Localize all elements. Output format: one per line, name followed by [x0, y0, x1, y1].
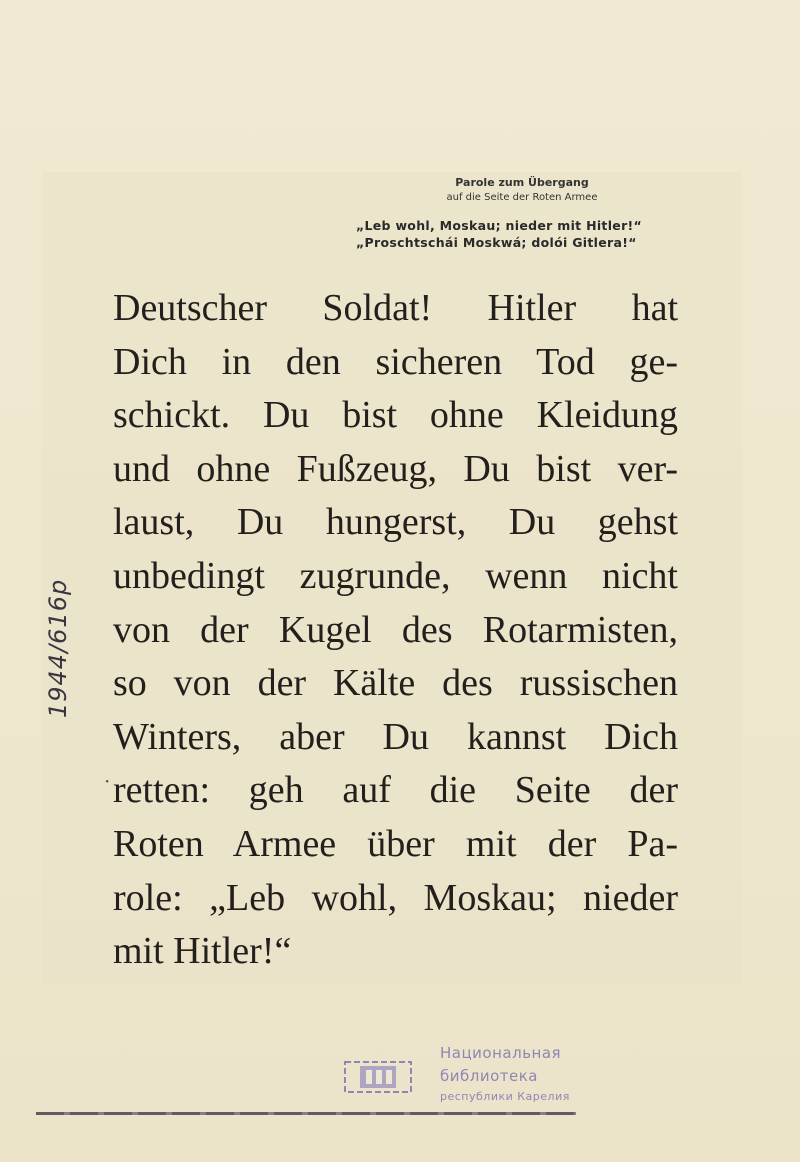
body-line: Winters, aber Du kannst Dich — [113, 715, 678, 758]
library-stamp — [342, 1044, 582, 1106]
handwritten-archive-number — [8, 578, 72, 718]
body-line: laust, Du hungerst, Du gehst — [113, 501, 678, 544]
parole-title: Parole zum Übergang — [455, 176, 589, 189]
parole-german: „Leb wohl, Moskau; nieder mit Hitler!“ — [356, 218, 643, 233]
stamp-line-3: республики Карелия — [440, 1090, 570, 1103]
body-line: mit Hitler!“ — [113, 930, 292, 973]
stamp-line-2: библиотека — [440, 1067, 538, 1085]
body-line: von der Kugel des Rotarmisten, — [113, 608, 678, 651]
parole-russian-transliteration: „Proschtschái Moskwá; dolói Gitlera!“ — [356, 235, 637, 250]
body-line: und ohne Fußzeug, Du bist ver- — [113, 447, 678, 490]
bottom-rule — [36, 1112, 576, 1115]
body-line: Deutscher Soldat! Hitler hat — [113, 287, 678, 329]
stamp-line-1: Национальная — [440, 1044, 562, 1062]
leaflet-body-text — [113, 282, 678, 979]
body-line: unbedingt zugrunde, wenn nicht — [113, 554, 678, 597]
body-line: Dich in den sicheren Tod ge- — [113, 340, 678, 383]
body-line: Roten Armee über mit der Pa- — [113, 822, 678, 865]
parole-subtitle: auf die Seite der Roten Armee — [446, 192, 598, 203]
body-line: retten: geh auf die Seite der — [113, 769, 678, 812]
ink-mark: · — [104, 769, 111, 793]
stamp-emblem-icon — [344, 1058, 414, 1096]
body-line: role: „Leb wohl, Moskau; nieder — [113, 876, 678, 919]
body-line: so von der Kälte des russischen — [113, 662, 678, 705]
body-line: schickt. Du bist ohne Kleidung — [113, 394, 678, 437]
archive-number-text: 1944/616р — [44, 578, 72, 718]
